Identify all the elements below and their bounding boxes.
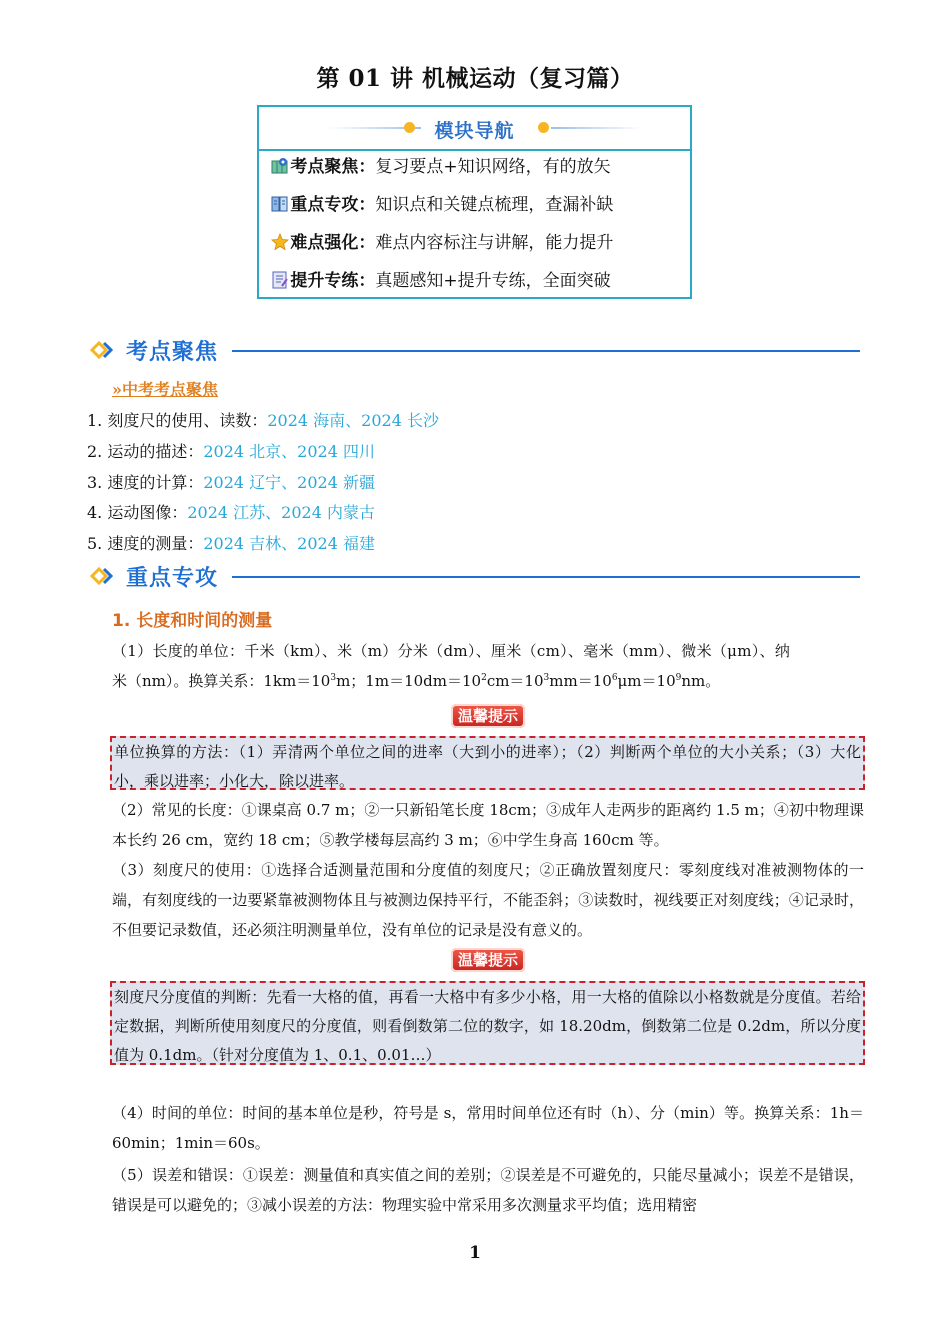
nav-item-desc: 知识点和关键点梳理，查漏补缺: [375, 195, 614, 215]
focus-item-text: 5. 速度的测量：: [87, 534, 204, 553]
nav-item-label: 考点聚焦：: [290, 157, 376, 177]
focus-item: [87, 408, 439, 431]
focus-item-text: 1. 刻度尺的使用、读数：: [87, 411, 268, 430]
conv-exp: 3: [330, 673, 337, 683]
focus-item-refs: 2024 辽宁、2024 新疆: [203, 473, 375, 492]
module-nav-header: [259, 107, 690, 151]
paragraph-error: （5）误差和错误：①误差：测量值和真实值之间的差别；②误差是不可避免的，只能尽量减小；误差不是错误，错误是可以避免的；③减小误差的方法：物理实验中常采用多次测量求平均值；选用精密: [112, 1166, 864, 1214]
paragraph-units: [112, 636, 864, 696]
module-nav-title: 模块导航: [434, 120, 515, 142]
conv-text: mm＝10: [549, 672, 612, 690]
tip-badge: 温馨提示: [451, 704, 525, 728]
topic-heading: 1. 长度和时间的测量: [112, 611, 273, 631]
nav-item-label: 提升专练：: [290, 271, 376, 291]
focus-item-refs: 2024 海南、2024 长沙: [267, 411, 439, 430]
focus-item-refs: 2024 北京、2024 四川: [203, 442, 375, 461]
nav-item-nandian: [271, 228, 613, 253]
header-right-line: [551, 127, 643, 129]
conv-text: μm＝10: [617, 672, 676, 690]
section-header-kaodian: [90, 335, 860, 365]
section-rule: [232, 576, 860, 578]
conv-text: nm。: [681, 672, 721, 690]
conv-exp: 6: [611, 673, 618, 683]
double-chevron-icon: [90, 567, 122, 585]
focus-item-text: 2. 运动的描述：: [87, 442, 204, 461]
tip-box-unit-conversion: 单位换算的方法：（1）弄清两个单位之间的进率（大到小的进率）；（2）判断两个单位的大小关系；（3）大化小，乘以进率；小化大，除以进率。: [110, 736, 865, 790]
focus-item: [87, 531, 375, 554]
paragraph-time-units: （4）时间的单位：时间的基本单位是秒，符号是 s，常用时间单位还有时（h）、分（min）等。换算关系：1h＝60min；1min＝60s。: [112, 1104, 864, 1152]
focus-item-text: 4. 运动图像：: [87, 503, 188, 522]
tip-badge: 温馨提示: [451, 948, 525, 972]
nav-item-tisheng: [271, 266, 611, 291]
conv-text: 米（nm）。换算关系：1km＝10: [112, 672, 331, 690]
section-header-zhongdian: [90, 561, 860, 591]
focus-item-refs: 2024 吉林、2024 福建: [203, 534, 375, 553]
paragraph-ruler-usage: （3）刻度尺的使用：①选择合适测量范围和分度值的刻度尺；②正确放置刻度尺：零刻度线对准被测物体的一端，有刻度线的一边要紧靠被测物体且与被测边保持平行，不能歪斜；③读数时，视线要正对刻度线；④记录时，不但要记录数值，还必须注明测量单位，没有单位的记录是没有意义的。: [112, 861, 864, 939]
focus-item-refs: 2024 江苏、2024 内蒙古: [187, 503, 375, 522]
units-line-1: （1）长度的单位：千米（km）、米（m）分米（dm）、厘米（cm）、毫米（mm）、微米（μm）、纳: [112, 642, 791, 660]
focus-item-text: 3. 速度的计算：: [87, 473, 204, 492]
book-icon: [271, 195, 289, 213]
section-title: 重点专攻: [126, 566, 219, 591]
units-line-2: [112, 666, 864, 696]
page-number: 1: [469, 1243, 481, 1263]
conv-text: cm＝10: [486, 672, 544, 690]
module-nav-box: [257, 105, 692, 299]
nav-item-desc: 复习要点+知识网络，有的放矢: [375, 157, 611, 177]
nav-item-label: 重点专攻：: [290, 195, 376, 215]
double-chevron-icon: [90, 341, 122, 359]
nav-item-kaodian: [271, 152, 611, 177]
page-title: 第 01 讲 机械运动（复习篇）: [316, 65, 634, 92]
focus-item: [87, 470, 375, 493]
conv-exp: 9: [675, 673, 682, 683]
paragraph-common-lengths: （2）常见的长度：①课桌高 0.7 m；②一只新铅笔长度 18cm；③成年人走两步的距离约 1.5 m；④初中物理课本长约 26 cm，宽约 18 cm；⑤教学楼每层高约 3 m；⑥中学生身高 160cm 等。: [112, 801, 864, 849]
focus-item: [87, 439, 375, 462]
nav-item-desc: 真题感知+提升专练，全面突破: [375, 271, 611, 291]
conv-exp: 3: [543, 673, 550, 683]
section-rule: [232, 350, 860, 352]
section-title: 考点聚焦: [126, 340, 219, 365]
nav-item-zhongdian: [271, 190, 613, 215]
nav-item-desc: 难点内容标注与讲解，能力提升: [375, 233, 614, 253]
notebook-icon: [271, 271, 289, 289]
conv-text: m；1m＝10dm＝10: [336, 672, 482, 690]
sub-heading-text: 中考考点聚焦: [122, 380, 219, 399]
star-icon: [271, 233, 289, 251]
focus-item: [87, 500, 375, 523]
map-icon: [271, 157, 289, 175]
header-right-dot: [538, 122, 549, 133]
double-arrow-icon: »: [112, 380, 122, 399]
conv-exp: 2: [481, 673, 487, 683]
nav-item-label: 难点强化：: [290, 233, 376, 253]
tip-box-division-value: 刻度尺分度值的判断：先看一大格的值，再看一大格中有多少小格，用一大格的值除以小格数就是分度值。若给定数据，判断所使用刻度尺的分度值，则看倒数第二位的数字，如 18.20dm，倒数第二位是 0.2dm，所以分度值为 0.1dm。（针对分度值为 1、0.1、0.01…）: [110, 981, 865, 1065]
sub-heading: [112, 377, 218, 400]
